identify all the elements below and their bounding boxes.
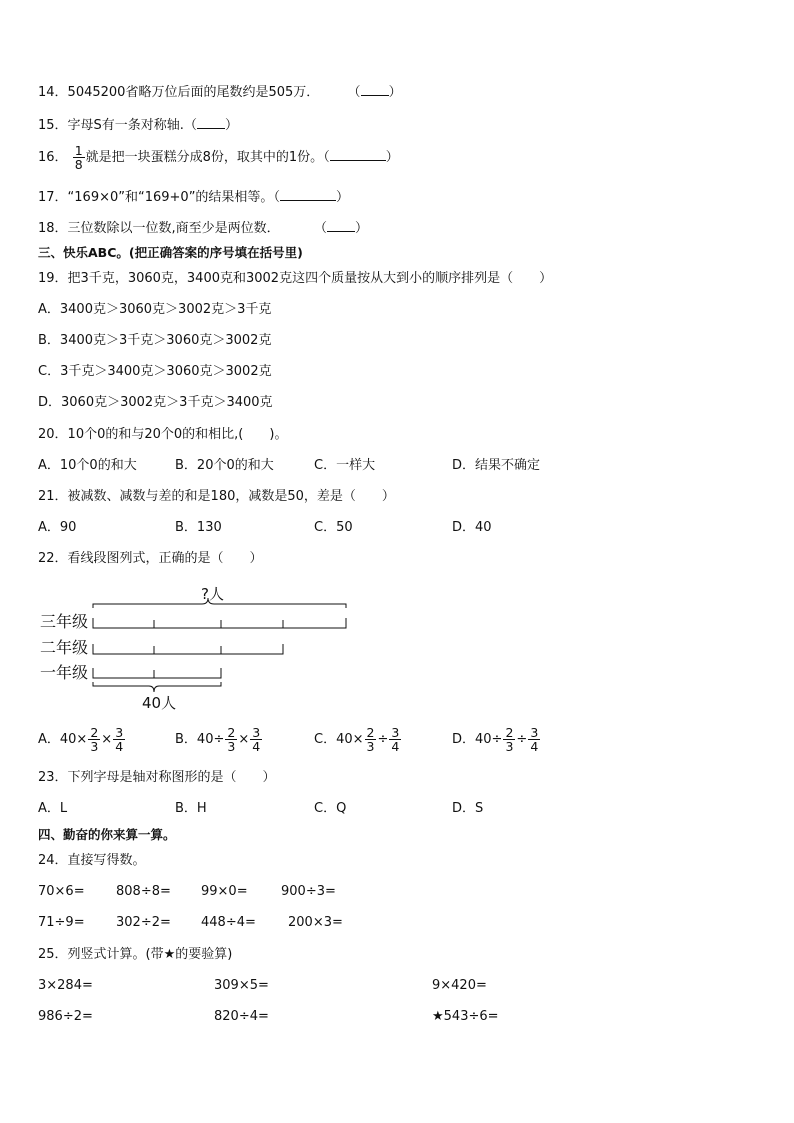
paren-close: ）	[385, 150, 399, 165]
grade3-label: 三年级	[40, 612, 89, 631]
fraction: $\frac{3}{4}$	[115, 725, 124, 754]
q19-option-d[interactable]: D．3060克＞3002克＞3千克＞3400克	[38, 395, 273, 410]
question-23-text: 23．下列字母是轴对称图形的是（ ）	[38, 770, 276, 785]
q21-option-b[interactable]: B．130	[175, 520, 222, 535]
paren-open: （	[323, 150, 330, 165]
known-label: 40人	[142, 694, 177, 712]
q19-option-b[interactable]: B．3400克＞3千克＞3060克＞3002克	[38, 333, 272, 348]
q21-option-d[interactable]: D．40	[452, 520, 492, 535]
q23-option-d[interactable]: D．S	[452, 801, 484, 816]
calc-item: 99×0=	[201, 884, 248, 899]
question-18-text: 18．三位数除以一位数,商至少是两位数．	[38, 221, 280, 236]
question-17-text: 17．“169×0”和“169+0”的结果相等。	[38, 190, 274, 205]
fraction: $\frac{2}{3}$	[366, 725, 375, 754]
question-22-text: 22．看线段图列式，正确的是（ ）	[38, 551, 263, 566]
question-25-text: 25．列竖式计算。(带★的要验算)	[38, 947, 233, 962]
answer-blank[interactable]	[280, 188, 336, 201]
q20-option-a[interactable]: A．10个0的和大	[38, 458, 137, 473]
question-14	[38, 83, 402, 101]
calc-item: 3×284=	[38, 978, 93, 993]
paren-close: ）	[335, 190, 349, 205]
calc-item: 200×3=	[288, 915, 343, 930]
answer-blank[interactable]	[327, 219, 355, 232]
known-brace	[93, 682, 221, 692]
fraction: $\frac{2}{3}$	[90, 725, 99, 754]
q19-option-c[interactable]: C．3千克＞3400克＞3060克＞3002克	[38, 364, 272, 379]
question-number: 16．	[38, 150, 68, 165]
calc-item: 302÷2=	[116, 915, 171, 930]
q21-option-a[interactable]: A．90	[38, 520, 77, 535]
calc-item: 820÷4=	[214, 1009, 269, 1024]
calc-item: 71÷9=	[38, 915, 85, 930]
calc-item: 309×5=	[214, 978, 269, 993]
question-15-text: 15．字母S有一条对称轴.	[38, 118, 184, 133]
q23-option-c[interactable]: C．Q	[314, 801, 347, 816]
question-17	[38, 188, 349, 206]
grade1-label: 一年级	[40, 663, 89, 682]
question-21-text: 21．被减数、减数与差的和是180，减数是50，差是（ ）	[38, 489, 395, 504]
calc-item: 986÷2=	[38, 1009, 93, 1024]
q22-option-b[interactable]: B．40÷ $\frac{2}{3}$ × $\frac{3}{4}$	[175, 725, 261, 754]
fraction: $\frac{3}{4}$	[391, 725, 400, 754]
q21-option-c[interactable]: C．50	[314, 520, 353, 535]
fraction: $\frac{3}{4}$	[530, 725, 539, 754]
answer-blank[interactable]	[197, 116, 225, 129]
question-16	[38, 142, 399, 174]
question-15	[38, 116, 238, 134]
paren-close: ）	[388, 85, 402, 100]
fraction-one-eighth: $\frac{1}{8}$	[74, 143, 83, 172]
question-16-text: 就是把一块蛋糕分成8份，取其中的1份。	[85, 150, 324, 165]
section-3-title: 三、快乐ABC。(把正确答案的序号填在括号里)	[38, 245, 303, 260]
answer-blank[interactable]	[361, 83, 389, 96]
question-19-text: 19．把3千克，3060克，3400克和3002克这四个质量按从大到小的顺序排列是（ ）	[38, 271, 553, 286]
grade2-label: 二年级	[40, 638, 89, 657]
q22-option-c[interactable]: C．40× $\frac{2}{3}$ ÷ $\frac{3}{4}$	[314, 725, 400, 754]
calc-item: 70×6=	[38, 884, 85, 899]
paren-close: ）	[354, 221, 368, 236]
fraction: $\frac{2}{3}$	[505, 725, 514, 754]
grade1-bar	[93, 668, 221, 678]
q20-option-c[interactable]: C．一样大	[314, 458, 376, 473]
unknown-label: ?人	[201, 585, 224, 603]
line-segment-diagram	[36, 582, 356, 712]
q23-option-b[interactable]: B．H	[175, 801, 207, 816]
paren-close: ）	[224, 118, 238, 133]
calc-item: 808÷8=	[116, 884, 171, 899]
calc-item: 900÷3=	[281, 884, 336, 899]
q20-option-b[interactable]: B．20个0的和大	[175, 458, 274, 473]
section-4-title: 四、勤奋的你来算一算。	[38, 827, 176, 842]
q22-option-d[interactable]: D．40÷ $\frac{2}{3}$ ÷ $\frac{3}{4}$	[452, 725, 539, 754]
q19-option-a[interactable]: A．3400克＞3060克＞3002克＞3千克	[38, 302, 272, 317]
question-18	[38, 219, 368, 237]
q23-option-a[interactable]: A．L	[38, 801, 68, 816]
question-14-text: 14．5045200省略万位后面的尾数约是505万．	[38, 85, 320, 100]
q20-option-d[interactable]: D．结果不确定	[452, 458, 541, 473]
calc-item: 448÷4=	[201, 915, 256, 930]
paren-open: （	[273, 190, 280, 205]
fraction: $\frac{3}{4}$	[252, 725, 261, 754]
q22-option-a[interactable]: A．40× $\frac{2}{3}$ × $\frac{3}{4}$	[38, 725, 124, 754]
question-24-text: 24．直接写得数。	[38, 853, 146, 868]
grade3-bar	[93, 618, 346, 628]
question-20-text: 20．10个0的和与20个0的和相比,( )。	[38, 427, 288, 442]
paren-open: （	[183, 118, 197, 133]
paren-open: （	[347, 85, 361, 100]
paren-open: （	[313, 221, 327, 236]
grade2-bar	[93, 644, 283, 654]
calc-item: 9×420=	[432, 978, 487, 993]
fraction: $\frac{2}{3}$	[227, 725, 236, 754]
calc-item: ★543÷6=	[432, 1009, 499, 1024]
answer-blank[interactable]	[330, 148, 386, 161]
